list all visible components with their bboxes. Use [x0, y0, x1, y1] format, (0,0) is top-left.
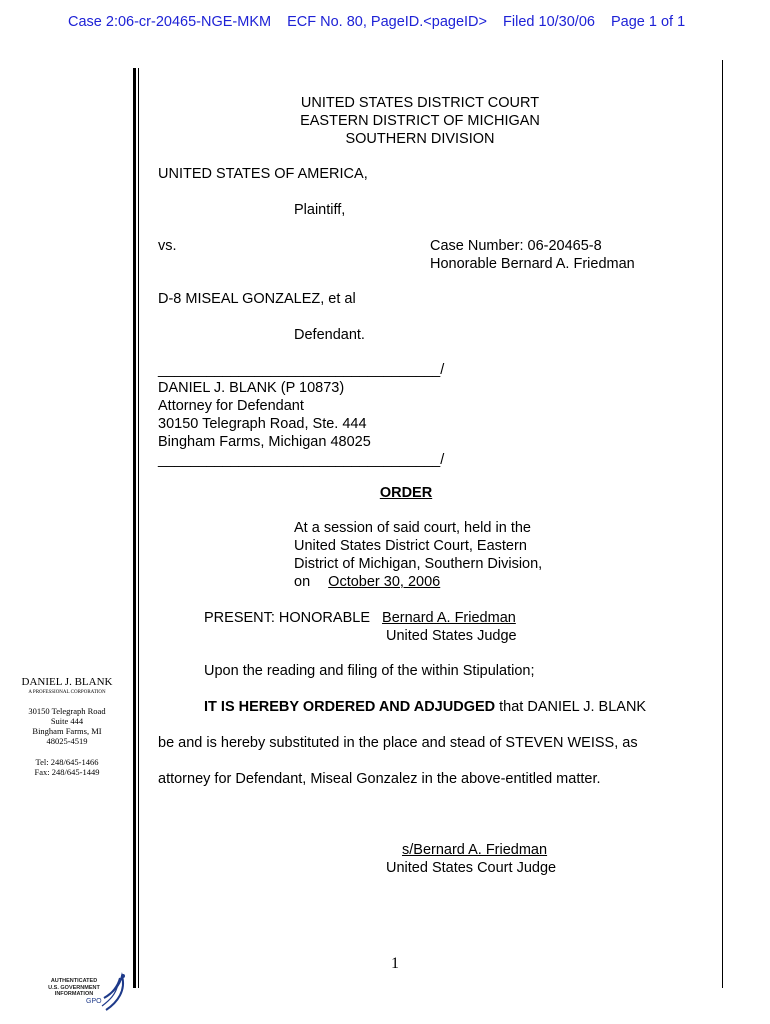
vs-label: vs. — [158, 238, 177, 254]
page-number: 1 — [391, 955, 399, 972]
firm-address-4: 48025-4519 — [46, 736, 88, 746]
header-case: Case 2:06-cr-20465-NGE-MKM — [68, 14, 272, 30]
attorney-rule-top: ___________________________________/ — [158, 362, 445, 378]
attorney-role: Attorney for Defendant — [158, 398, 304, 414]
firm-phone — [14, 757, 120, 777]
attorney-block — [158, 361, 444, 469]
paragraph-ordered — [204, 698, 646, 716]
firm-tel: Tel: 248/645-1466 — [35, 757, 99, 767]
court-line-3: SOUTHERN DIVISION — [345, 131, 495, 147]
paragraph-matter: attorney for Defendant, Miseal Gonzalez in the above-entitled matter. — [158, 771, 601, 787]
right-margin-rule — [722, 60, 723, 988]
session-line-3: District of Michigan, Southern Division, — [294, 556, 543, 572]
header-page: Page 1 of 1 — [610, 14, 686, 30]
paragraph-stipulation: Upon the reading and filing of the within Stipulation; — [204, 663, 535, 679]
firm-name: DANIEL J. BLANK — [21, 676, 113, 688]
session-block — [294, 519, 542, 591]
session-line-2: United States District Court, Eastern — [294, 538, 527, 554]
assigned-judge: Honorable Bernard A. Friedman — [430, 256, 635, 272]
present-judge-title: United States Judge — [386, 628, 517, 644]
session-date: October 30, 2006 — [328, 574, 441, 590]
signature-title: United States Court Judge — [386, 860, 557, 876]
court-line-2: EASTERN DISTRICT OF MICHIGAN — [300, 113, 540, 129]
present-label: PRESENT: HONORABLE — [204, 610, 370, 626]
court-line-1: UNITED STATES DISTRICT COURT — [300, 95, 540, 111]
seal-line-3: INFORMATION — [54, 991, 94, 997]
attorney-address-2: Bingham Farms, Michigan 48025 — [158, 434, 371, 450]
paragraph-substitution: be and is hereby substituted in the place and stead of STEVEN WEISS, as — [158, 735, 638, 751]
attorney-rule-bottom: ___________________________________/ — [158, 452, 445, 468]
left-margin-rule — [133, 68, 136, 988]
header-filed: Filed 10/30/06 — [503, 14, 595, 30]
firm-fax: Fax: 248/645-1449 — [34, 767, 100, 777]
seal-line-1: AUTHENTICATED — [50, 978, 98, 984]
seal-line-2: U.S. GOVERNMENT — [48, 984, 100, 991]
case-number: Case Number: 06-20465-8 — [430, 238, 602, 254]
firm-address-3: Bingham Farms, MI — [32, 726, 102, 736]
plaintiff-name: UNITED STATES OF AMERICA, — [158, 166, 368, 182]
session-date-line — [294, 573, 542, 591]
ordered-rest-text: that DANIEL J. BLANK — [495, 699, 647, 715]
judge-signature: s/Bernard A. Friedman — [402, 842, 548, 858]
left-margin-rule-thin — [138, 68, 139, 988]
header-ecf: ECF No. 80, PageID.<pageID> — [287, 14, 488, 30]
present-judge-name: Bernard A. Friedman — [382, 610, 516, 626]
defendant-name: D-8 MISEAL GONZALEZ, et al — [158, 291, 356, 307]
seal-gpo-text: GPO — [86, 998, 102, 1005]
eagle-icon — [100, 970, 130, 1014]
ordered-bold-text: IT IS HEREBY ORDERED AND ADJUDGED — [204, 699, 496, 715]
plaintiff-role: Plaintiff, — [294, 202, 346, 218]
session-line-1: At a session of said court, held in the — [294, 520, 531, 536]
present-line — [204, 609, 524, 627]
court-heading — [220, 94, 620, 148]
firm-address-1: 30150 Telegraph Road — [28, 706, 106, 716]
defendant-role: Defendant. — [294, 327, 365, 343]
session-on: on — [294, 574, 311, 590]
filing-header — [68, 14, 697, 30]
firm-subtitle: A PROFESSIONAL CORPORATION — [28, 690, 106, 695]
order-title: ORDER — [379, 485, 433, 501]
gpo-seal — [40, 970, 130, 1014]
attorney-address-1: 30150 Telegraph Road, Ste. 444 — [158, 416, 367, 432]
firm-address-2: Suite 444 — [50, 716, 84, 726]
firm-address — [14, 706, 120, 746]
attorney-name: DANIEL J. BLANK (P 10873) — [158, 380, 345, 396]
